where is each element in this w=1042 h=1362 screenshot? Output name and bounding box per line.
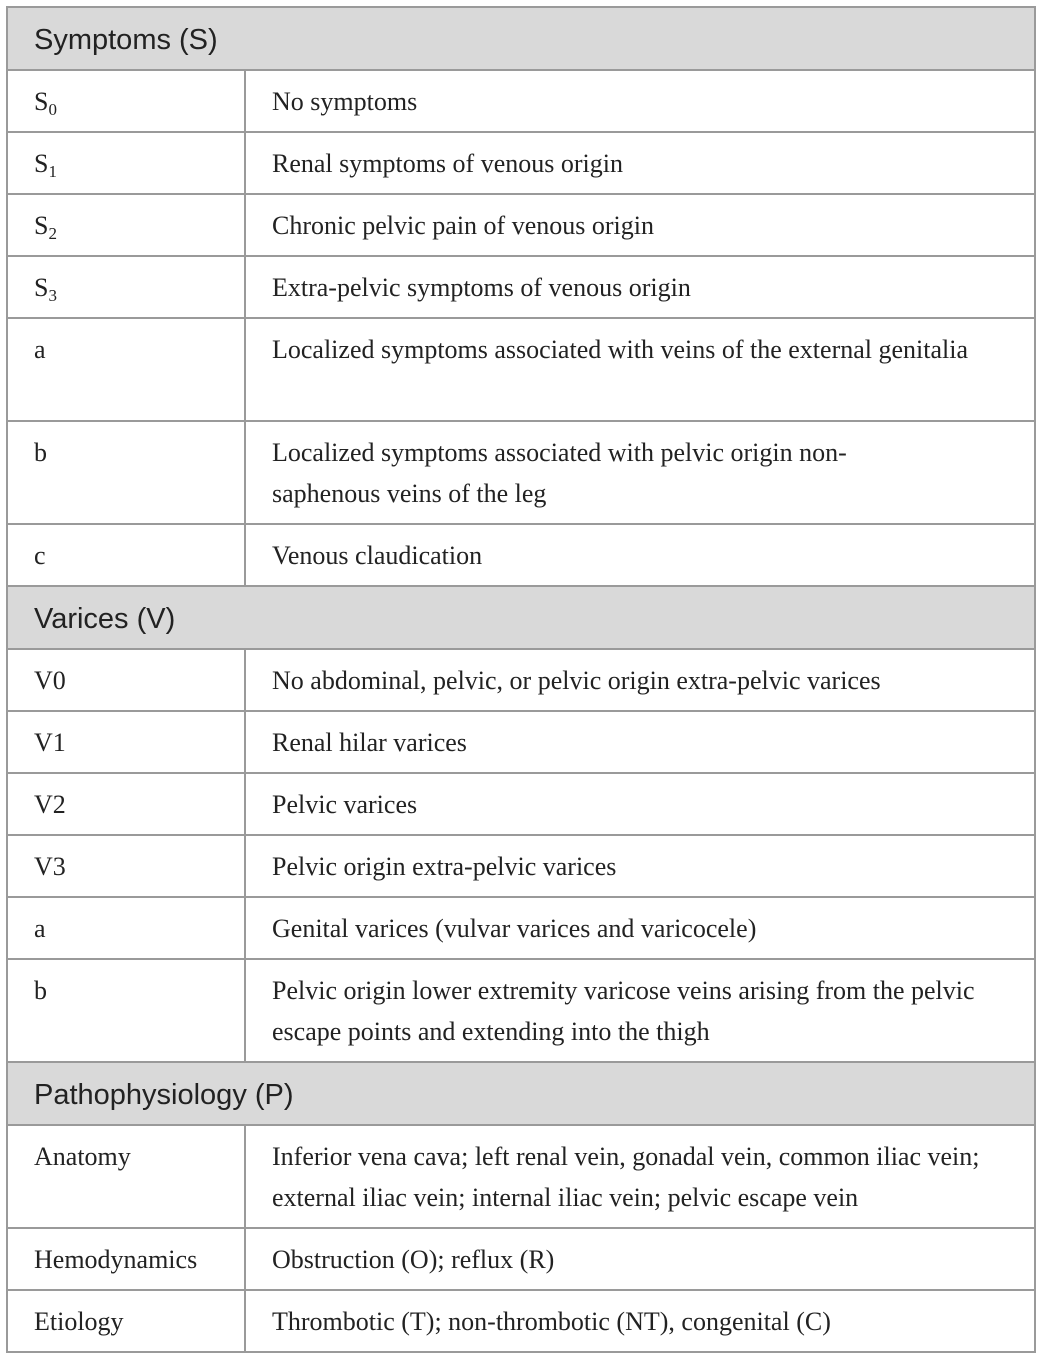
table-row bbox=[7, 421, 1035, 524]
table-row bbox=[7, 1228, 1035, 1290]
code-cell: $S_2$ bbox=[7, 194, 245, 256]
description-cell: Inferior vena cava; left renal vein, gonadal vein, common iliac vein; external iliac vein; internal iliac vein; pelvic escape vein bbox=[245, 1125, 1035, 1228]
code-cell: $S_3$ bbox=[7, 256, 245, 318]
section-header-pathophysiology bbox=[7, 1062, 1035, 1125]
code-cell: c bbox=[7, 524, 245, 586]
code-cell: b bbox=[7, 959, 245, 1062]
section-title: Varices (V) bbox=[7, 586, 1035, 649]
section-title: Pathophysiology (P) bbox=[7, 1062, 1035, 1125]
description-cell: Pelvic origin extra-pelvic varices bbox=[245, 835, 1035, 897]
description-cell: Pelvic origin lower extremity varicose veins arising from the pelvic escape points and extending into the thigh bbox=[245, 959, 1035, 1062]
description-cell: Venous claudication bbox=[245, 524, 1035, 586]
table-row bbox=[7, 524, 1035, 586]
section-header-symptoms bbox=[7, 7, 1035, 70]
code-cell: a bbox=[7, 318, 245, 421]
code-cell: V3 bbox=[7, 835, 245, 897]
section-title: Symptoms (S) bbox=[7, 7, 1035, 70]
table-row bbox=[7, 256, 1035, 318]
code-cell: $S_1$ bbox=[7, 132, 245, 194]
table-row bbox=[7, 1290, 1035, 1352]
description-cell: No abdominal, pelvic, or pelvic origin extra-pelvic varices bbox=[245, 649, 1035, 711]
description-cell: Genital varices (vulvar varices and varicocele) bbox=[245, 897, 1035, 959]
table-row bbox=[7, 835, 1035, 897]
classification-table bbox=[6, 6, 1036, 1353]
code-cell: V2 bbox=[7, 773, 245, 835]
code-cell: Hemodynamics bbox=[7, 1228, 245, 1290]
description-cell: Localized symptoms associated with pelvic origin non-saphenous veins of the leg bbox=[245, 421, 1035, 524]
code-cell: Etiology bbox=[7, 1290, 245, 1352]
table-row bbox=[7, 649, 1035, 711]
description-cell: Pelvic varices bbox=[245, 773, 1035, 835]
description-cell: Renal symptoms of venous origin bbox=[245, 132, 1035, 194]
description-cell: Chronic pelvic pain of venous origin bbox=[245, 194, 1035, 256]
description-cell: Thrombotic (T); non-thrombotic (NT), congenital (C) bbox=[245, 1290, 1035, 1352]
table-row bbox=[7, 959, 1035, 1062]
table-row bbox=[7, 1125, 1035, 1228]
table-row bbox=[7, 318, 1035, 421]
code-cell: V1 bbox=[7, 711, 245, 773]
code-cell: V0 bbox=[7, 649, 245, 711]
table-row bbox=[7, 70, 1035, 132]
code-cell: b bbox=[7, 421, 245, 524]
description-cell: Localized symptoms associated with veins of the external genitalia bbox=[245, 318, 1035, 421]
table-row bbox=[7, 897, 1035, 959]
description-cell: No symptoms bbox=[245, 70, 1035, 132]
table-row bbox=[7, 194, 1035, 256]
table-row bbox=[7, 773, 1035, 835]
code-cell: $S_0$ bbox=[7, 70, 245, 132]
description-cell: Obstruction (O); reflux (R) bbox=[245, 1228, 1035, 1290]
description-cell: Extra-pelvic symptoms of venous origin bbox=[245, 256, 1035, 318]
table-row bbox=[7, 132, 1035, 194]
table-row bbox=[7, 711, 1035, 773]
description-cell: Renal hilar varices bbox=[245, 711, 1035, 773]
code-cell: Anatomy bbox=[7, 1125, 245, 1228]
code-cell: a bbox=[7, 897, 245, 959]
section-header-varices bbox=[7, 586, 1035, 649]
